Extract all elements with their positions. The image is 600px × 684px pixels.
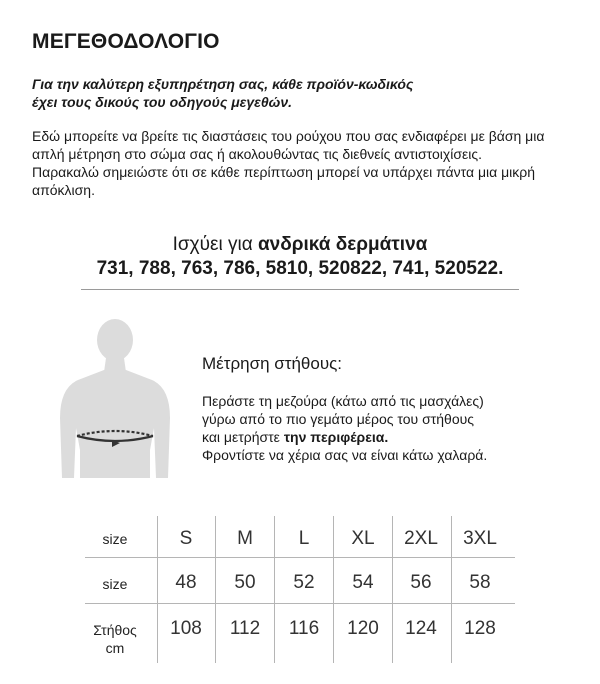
instruction-line-2: γύρω από το πιο γεμάτο μέρος του στήθους xyxy=(202,411,475,427)
instruction-line-4: Φροντίστε να χέρια σας να είναι κάτω χαλαρά. xyxy=(202,447,488,463)
chest-cm-cell: 124 xyxy=(405,618,437,639)
chest-cm-cell: 116 xyxy=(288,618,320,639)
row-label-size: size xyxy=(102,531,128,547)
row-label-chest-line1: Στήθος xyxy=(93,622,137,638)
chest-cm-cell: 108 xyxy=(170,618,202,639)
instruction-line-3 xyxy=(202,428,582,446)
size-number-cell: 48 xyxy=(175,572,197,593)
torso-illustration xyxy=(52,318,182,488)
page-title: ΜΕΓΕΘΟΔΟΛΟΓΙΟ xyxy=(32,30,220,53)
product-codes: 731, 788, 763, 786, 5810, 520822, 741, 520522. xyxy=(96,258,504,279)
size-cell: 3XL xyxy=(463,528,497,549)
intro-paragraph-1: Εδώ μπορείτε να βρείτε τις διαστάσεις του ρούχου που σας ενδιαφέρει με βάση μια απλή μέτρηση στο σώμα σας ή ακολουθώντας τις διεθνείς αντιστοιχίσεις. xyxy=(32,128,545,162)
intro-bold-line2: έχει τους δικούς του οδηγούς μεγεθών. xyxy=(32,94,292,110)
torso-silhouette xyxy=(60,319,170,478)
size-cell: M xyxy=(237,528,253,549)
size-cell: L xyxy=(298,528,310,549)
table-row-divider xyxy=(85,557,515,558)
section-divider xyxy=(81,289,519,290)
size-cell: S xyxy=(179,528,193,549)
size-cell: 2XL xyxy=(404,528,438,549)
intro-body xyxy=(32,127,572,199)
applies-prefix: Ισχύει για xyxy=(172,234,258,255)
applies-category: ανδρικά δερμάτινα xyxy=(257,234,428,255)
instruction-line-3-prefix: και μετρήστε xyxy=(202,429,284,445)
row-label-size-number: size xyxy=(102,576,128,592)
measurement-title: Μέτρηση στήθους: xyxy=(202,354,343,373)
measurement-instructions xyxy=(202,392,582,464)
intro-bold-text xyxy=(32,75,572,111)
chest-cm-cell: 128 xyxy=(464,618,496,639)
size-number-cell: 54 xyxy=(352,572,374,593)
row-label-chest-unit: cm xyxy=(105,640,125,656)
size-number-cell: 52 xyxy=(293,572,315,593)
row-label-chest xyxy=(85,621,145,657)
intro-paragraph-2: Παρακαλώ σημειώστε ότι σε κάθε περίπτωση μπορεί να υπάρχει πάντα μια μικρή απόκλιση. xyxy=(32,164,536,198)
table-row-divider xyxy=(85,603,515,604)
size-number-cell: 50 xyxy=(234,572,256,593)
applies-to-line xyxy=(0,234,600,256)
chest-cm-cell: 112 xyxy=(229,618,261,639)
intro-bold-line1: Για την καλύτερη εξυπηρέτηση σας, κάθε προϊόν-κωδικός xyxy=(32,76,414,92)
size-number-cell: 56 xyxy=(410,572,432,593)
size-number-cell: 58 xyxy=(469,572,491,593)
instruction-line-3-bold: την περιφέρεια. xyxy=(283,429,389,445)
instruction-line-1: Περάστε τη μεζούρα (κάτω από τις μασχάλες) xyxy=(202,393,484,409)
chest-cm-cell: 120 xyxy=(347,618,379,639)
size-cell: XL xyxy=(351,528,375,549)
